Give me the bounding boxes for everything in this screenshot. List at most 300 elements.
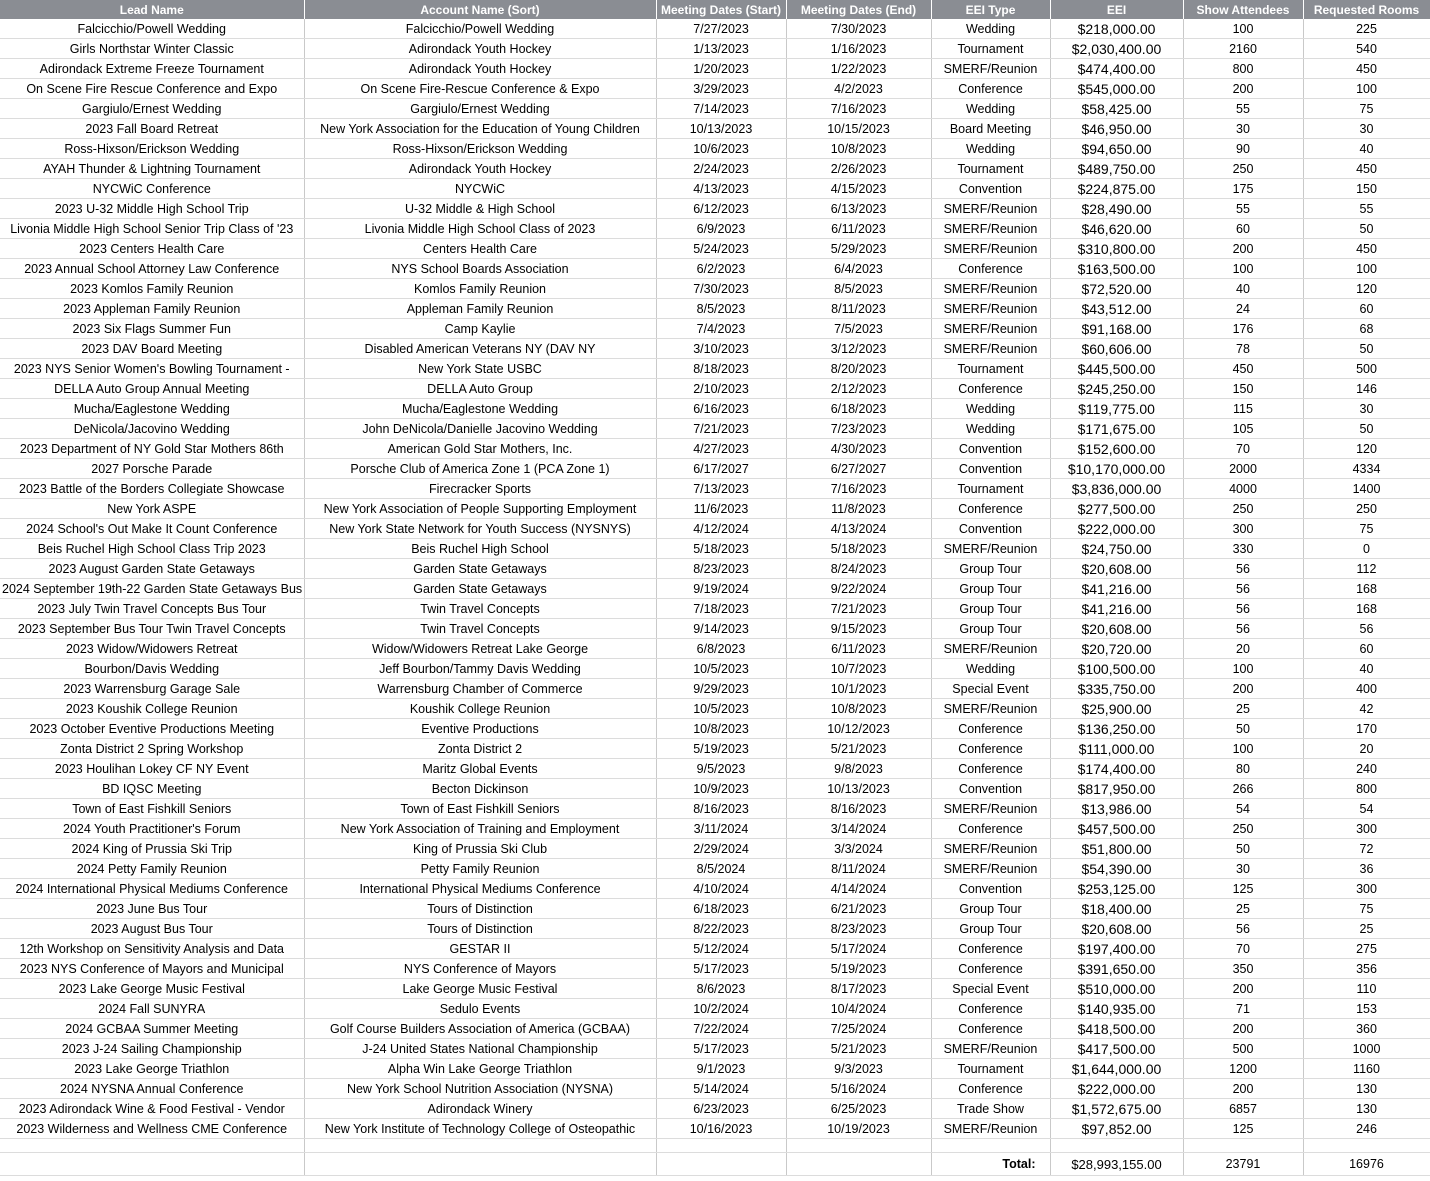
cell-eei-type[interactable]: SMERF/Reunion [931, 639, 1050, 659]
cell-eei-type[interactable]: SMERF/Reunion [931, 1039, 1050, 1059]
cell-lead-name[interactable]: AYAH Thunder & Lightning Tournament [0, 159, 304, 179]
cell-attendees[interactable]: 80 [1183, 759, 1303, 779]
cell-start-date[interactable]: 10/5/2023 [656, 699, 786, 719]
cell-start-date[interactable]: 4/27/2023 [656, 439, 786, 459]
cell-attendees[interactable]: 250 [1183, 499, 1303, 519]
cell-lead-name[interactable]: On Scene Fire Rescue Conference and Expo [0, 79, 304, 99]
cell-attendees[interactable]: 200 [1183, 979, 1303, 999]
cell-eei[interactable]: $245,250.00 [1050, 379, 1183, 399]
cell-start-date[interactable]: 5/14/2024 [656, 1079, 786, 1099]
cell-eei[interactable]: $417,500.00 [1050, 1039, 1183, 1059]
cell-lead-name[interactable]: 2024 NYSNA Annual Conference [0, 1079, 304, 1099]
cell-attendees[interactable]: 100 [1183, 659, 1303, 679]
column-header-eei-type[interactable]: EEI Type [931, 0, 1050, 19]
cell-eei[interactable]: $20,608.00 [1050, 559, 1183, 579]
cell-attendees[interactable]: 25 [1183, 699, 1303, 719]
cell-eei[interactable]: $197,400.00 [1050, 939, 1183, 959]
column-header-eei[interactable]: EEI [1050, 0, 1183, 19]
cell-end-date[interactable]: 10/19/2023 [786, 1119, 931, 1139]
cell-end-date[interactable]: 3/12/2023 [786, 339, 931, 359]
cell-lead-name[interactable]: 2023 NYS Conference of Mayors and Municipal [0, 959, 304, 979]
cell-start-date[interactable]: 10/9/2023 [656, 779, 786, 799]
cell-rooms[interactable]: 0 [1303, 539, 1430, 559]
cell-end-date[interactable]: 7/25/2024 [786, 1019, 931, 1039]
cell-eei-type[interactable]: SMERF/Reunion [931, 199, 1050, 219]
cell-attendees[interactable]: 56 [1183, 579, 1303, 599]
cell-rooms[interactable]: 30 [1303, 399, 1430, 419]
cell-eei-type[interactable]: Wedding [931, 19, 1050, 39]
cell-start-date[interactable]: 3/11/2024 [656, 819, 786, 839]
total-attendees[interactable]: 23791 [1183, 1153, 1303, 1176]
cell-rooms[interactable]: 130 [1303, 1079, 1430, 1099]
cell-account-name[interactable]: NYS School Boards Association [304, 259, 656, 279]
cell-eei-type[interactable]: Group Tour [931, 599, 1050, 619]
cell-eei[interactable]: $41,216.00 [1050, 579, 1183, 599]
cell-end-date[interactable]: 11/8/2023 [786, 499, 931, 519]
cell-account-name[interactable]: Tours of Distinction [304, 899, 656, 919]
cell-eei[interactable]: $335,750.00 [1050, 679, 1183, 699]
cell-eei[interactable]: $51,800.00 [1050, 839, 1183, 859]
cell-eei-type[interactable]: Conference [931, 719, 1050, 739]
cell-eei[interactable]: $136,250.00 [1050, 719, 1183, 739]
cell-attendees[interactable]: 70 [1183, 939, 1303, 959]
cell-eei-type[interactable]: Conference [931, 499, 1050, 519]
cell-eei-type[interactable]: Board Meeting [931, 119, 1050, 139]
cell-eei[interactable]: $218,000.00 [1050, 19, 1183, 39]
cell-eei-type[interactable]: Wedding [931, 99, 1050, 119]
cell-eei[interactable]: $20,608.00 [1050, 619, 1183, 639]
cell-end-date[interactable]: 1/22/2023 [786, 59, 931, 79]
cell-start-date[interactable]: 8/23/2023 [656, 559, 786, 579]
total-label[interactable]: Total: [931, 1153, 1050, 1176]
cell-end-date[interactable]: 8/16/2023 [786, 799, 931, 819]
cell-lead-name[interactable]: Beis Ruchel High School Class Trip 2023 [0, 539, 304, 559]
cell-rooms[interactable]: 30 [1303, 119, 1430, 139]
cell-account-name[interactable]: Warrensburg Chamber of Commerce [304, 679, 656, 699]
cell-attendees[interactable]: 55 [1183, 99, 1303, 119]
cell-lead-name[interactable]: 2023 Houlihan Lokey CF NY Event [0, 759, 304, 779]
cell-end-date[interactable]: 5/29/2023 [786, 239, 931, 259]
cell-rooms[interactable]: 300 [1303, 819, 1430, 839]
cell-lead-name[interactable]: 2023 Lake George Music Festival [0, 979, 304, 999]
cell-end-date[interactable]: 10/12/2023 [786, 719, 931, 739]
cell-end-date[interactable]: 6/4/2023 [786, 259, 931, 279]
cell-rooms[interactable]: 50 [1303, 339, 1430, 359]
cell-account-name[interactable]: Centers Health Care [304, 239, 656, 259]
cell-eei-type[interactable]: Conference [931, 79, 1050, 99]
cell-account-name[interactable]: New York State Network for Youth Success (NYSNYS) [304, 519, 656, 539]
cell-eei-type[interactable]: SMERF/Reunion [931, 1119, 1050, 1139]
cell-account-name[interactable]: J-24 United States National Championship [304, 1039, 656, 1059]
cell-end-date[interactable]: 2/12/2023 [786, 379, 931, 399]
cell-attendees[interactable]: 50 [1183, 839, 1303, 859]
cell-eei[interactable]: $100,500.00 [1050, 659, 1183, 679]
cell-lead-name[interactable]: 2023 September Bus Tour Twin Travel Concepts [0, 619, 304, 639]
table-cell[interactable] [656, 1153, 786, 1176]
cell-end-date[interactable]: 7/5/2023 [786, 319, 931, 339]
cell-eei[interactable]: $253,125.00 [1050, 879, 1183, 899]
cell-lead-name[interactable]: 2023 Battle of the Borders Collegiate Showcase [0, 479, 304, 499]
cell-account-name[interactable]: Disabled American Veterans NY (DAV NY [304, 339, 656, 359]
cell-account-name[interactable]: Garden State Getaways [304, 559, 656, 579]
cell-rooms[interactable]: 540 [1303, 39, 1430, 59]
cell-eei-type[interactable]: Tournament [931, 1059, 1050, 1079]
cell-end-date[interactable]: 4/13/2024 [786, 519, 931, 539]
cell-account-name[interactable]: NYS Conference of Mayors [304, 959, 656, 979]
cell-attendees[interactable]: 250 [1183, 819, 1303, 839]
cell-start-date[interactable]: 10/8/2023 [656, 719, 786, 739]
cell-account-name[interactable]: Jeff Bourbon/Tammy Davis Wedding [304, 659, 656, 679]
cell-eei-type[interactable]: Special Event [931, 679, 1050, 699]
table-cell[interactable] [0, 1139, 304, 1153]
cell-eei[interactable]: $391,650.00 [1050, 959, 1183, 979]
cell-account-name[interactable]: Adirondack Youth Hockey [304, 39, 656, 59]
cell-account-name[interactable]: Maritz Global Events [304, 759, 656, 779]
cell-lead-name[interactable]: Livonia Middle High School Senior Trip Class of '23 [0, 219, 304, 239]
cell-start-date[interactable]: 5/17/2023 [656, 959, 786, 979]
cell-rooms[interactable]: 75 [1303, 899, 1430, 919]
cell-lead-name[interactable]: Falcicchio/Powell Wedding [0, 19, 304, 39]
table-cell[interactable] [0, 1153, 304, 1176]
cell-end-date[interactable]: 1/16/2023 [786, 39, 931, 59]
cell-lead-name[interactable]: 2023 Annual School Attorney Law Conference [0, 259, 304, 279]
cell-lead-name[interactable]: 2023 Wilderness and Wellness CME Conference [0, 1119, 304, 1139]
cell-start-date[interactable]: 6/17/2027 [656, 459, 786, 479]
cell-rooms[interactable]: 450 [1303, 59, 1430, 79]
table-cell[interactable] [1183, 1139, 1303, 1153]
cell-end-date[interactable]: 9/22/2024 [786, 579, 931, 599]
cell-attendees[interactable]: 175 [1183, 179, 1303, 199]
cell-eei-type[interactable]: Conference [931, 1019, 1050, 1039]
cell-eei-type[interactable]: Convention [931, 459, 1050, 479]
cell-end-date[interactable]: 5/16/2024 [786, 1079, 931, 1099]
cell-rooms[interactable]: 1000 [1303, 1039, 1430, 1059]
cell-rooms[interactable]: 40 [1303, 139, 1430, 159]
cell-start-date[interactable]: 3/10/2023 [656, 339, 786, 359]
cell-attendees[interactable]: 350 [1183, 959, 1303, 979]
cell-end-date[interactable]: 7/23/2023 [786, 419, 931, 439]
cell-start-date[interactable]: 10/5/2023 [656, 659, 786, 679]
cell-lead-name[interactable]: 2023 August Bus Tour [0, 919, 304, 939]
cell-end-date[interactable]: 7/30/2023 [786, 19, 931, 39]
cell-eei-type[interactable]: SMERF/Reunion [931, 539, 1050, 559]
cell-account-name[interactable]: New York Association of Training and Employment [304, 819, 656, 839]
cell-account-name[interactable]: American Gold Star Mothers, Inc. [304, 439, 656, 459]
cell-attendees[interactable]: 100 [1183, 19, 1303, 39]
cell-lead-name[interactable]: 2023 August Garden State Getaways [0, 559, 304, 579]
cell-start-date[interactable]: 6/16/2023 [656, 399, 786, 419]
cell-account-name[interactable]: Appleman Family Reunion [304, 299, 656, 319]
cell-start-date[interactable]: 5/12/2024 [656, 939, 786, 959]
cell-lead-name[interactable]: 2023 NYS Senior Women's Bowling Tournament - [0, 359, 304, 379]
cell-start-date[interactable]: 8/5/2023 [656, 299, 786, 319]
column-header-end-date[interactable]: Meeting Dates (End) [786, 0, 931, 19]
cell-attendees[interactable]: 500 [1183, 1039, 1303, 1059]
cell-eei-type[interactable]: Wedding [931, 419, 1050, 439]
cell-end-date[interactable]: 8/20/2023 [786, 359, 931, 379]
cell-attendees[interactable]: 2160 [1183, 39, 1303, 59]
cell-attendees[interactable]: 300 [1183, 519, 1303, 539]
cell-start-date[interactable]: 2/24/2023 [656, 159, 786, 179]
cell-eei[interactable]: $46,950.00 [1050, 119, 1183, 139]
cell-rooms[interactable]: 4334 [1303, 459, 1430, 479]
cell-lead-name[interactable]: NYCWiC Conference [0, 179, 304, 199]
cell-rooms[interactable]: 75 [1303, 99, 1430, 119]
cell-start-date[interactable]: 10/13/2023 [656, 119, 786, 139]
cell-account-name[interactable]: Lake George Music Festival [304, 979, 656, 999]
cell-attendees[interactable]: 125 [1183, 879, 1303, 899]
table-cell[interactable] [786, 1139, 931, 1153]
cell-attendees[interactable]: 30 [1183, 119, 1303, 139]
cell-account-name[interactable]: U-32 Middle & High School [304, 199, 656, 219]
cell-account-name[interactable]: John DeNicola/Danielle Jacovino Wedding [304, 419, 656, 439]
cell-end-date[interactable]: 2/26/2023 [786, 159, 931, 179]
cell-eei[interactable]: $25,900.00 [1050, 699, 1183, 719]
cell-end-date[interactable]: 7/16/2023 [786, 99, 931, 119]
cell-start-date[interactable]: 8/6/2023 [656, 979, 786, 999]
cell-start-date[interactable]: 5/24/2023 [656, 239, 786, 259]
cell-account-name[interactable]: DELLA Auto Group [304, 379, 656, 399]
cell-start-date[interactable]: 5/19/2023 [656, 739, 786, 759]
cell-account-name[interactable]: Adirondack Youth Hockey [304, 59, 656, 79]
cell-lead-name[interactable]: 2023 June Bus Tour [0, 899, 304, 919]
cell-end-date[interactable]: 8/17/2023 [786, 979, 931, 999]
cell-end-date[interactable]: 7/16/2023 [786, 479, 931, 499]
cell-account-name[interactable]: Widow/Widowers Retreat Lake George [304, 639, 656, 659]
cell-rooms[interactable]: 42 [1303, 699, 1430, 719]
cell-eei-type[interactable]: Special Event [931, 979, 1050, 999]
cell-attendees[interactable]: 450 [1183, 359, 1303, 379]
cell-start-date[interactable]: 6/2/2023 [656, 259, 786, 279]
cell-eei[interactable]: $489,750.00 [1050, 159, 1183, 179]
cell-eei-type[interactable]: Group Tour [931, 919, 1050, 939]
cell-account-name[interactable]: Koushik College Reunion [304, 699, 656, 719]
cell-end-date[interactable]: 4/2/2023 [786, 79, 931, 99]
cell-rooms[interactable]: 100 [1303, 79, 1430, 99]
cell-rooms[interactable]: 60 [1303, 299, 1430, 319]
cell-account-name[interactable]: Golf Course Builders Association of America (GCBAA) [304, 1019, 656, 1039]
cell-eei-type[interactable]: Wedding [931, 139, 1050, 159]
cell-eei[interactable]: $1,644,000.00 [1050, 1059, 1183, 1079]
cell-rooms[interactable]: 400 [1303, 679, 1430, 699]
cell-start-date[interactable]: 7/22/2024 [656, 1019, 786, 1039]
cell-eei[interactable]: $457,500.00 [1050, 819, 1183, 839]
cell-lead-name[interactable]: DELLA Auto Group Annual Meeting [0, 379, 304, 399]
cell-lead-name[interactable]: Adirondack Extreme Freeze Tournament [0, 59, 304, 79]
cell-rooms[interactable]: 68 [1303, 319, 1430, 339]
cell-start-date[interactable]: 4/13/2023 [656, 179, 786, 199]
cell-lead-name[interactable]: Gargiulo/Ernest Wedding [0, 99, 304, 119]
cell-eei[interactable]: $152,600.00 [1050, 439, 1183, 459]
cell-start-date[interactable]: 7/18/2023 [656, 599, 786, 619]
cell-rooms[interactable]: 168 [1303, 579, 1430, 599]
cell-attendees[interactable]: 200 [1183, 1019, 1303, 1039]
cell-lead-name[interactable]: Zonta District 2 Spring Workshop [0, 739, 304, 759]
cell-eei[interactable]: $13,986.00 [1050, 799, 1183, 819]
cell-lead-name[interactable]: 2023 Adirondack Wine & Food Festival - Vendor [0, 1099, 304, 1119]
cell-eei-type[interactable]: SMERF/Reunion [931, 839, 1050, 859]
cell-start-date[interactable]: 6/12/2023 [656, 199, 786, 219]
total-rooms[interactable]: 16976 [1303, 1153, 1430, 1176]
cell-attendees[interactable]: 90 [1183, 139, 1303, 159]
cell-eei-type[interactable]: SMERF/Reunion [931, 279, 1050, 299]
cell-rooms[interactable]: 240 [1303, 759, 1430, 779]
cell-end-date[interactable]: 8/24/2023 [786, 559, 931, 579]
cell-lead-name[interactable]: 2024 Fall SUNYRA [0, 999, 304, 1019]
cell-start-date[interactable]: 4/12/2024 [656, 519, 786, 539]
cell-account-name[interactable]: Mucha/Eaglestone Wedding [304, 399, 656, 419]
cell-attendees[interactable]: 40 [1183, 279, 1303, 299]
cell-eei[interactable]: $140,935.00 [1050, 999, 1183, 1019]
cell-rooms[interactable]: 153 [1303, 999, 1430, 1019]
cell-start-date[interactable]: 6/18/2023 [656, 899, 786, 919]
cell-eei-type[interactable]: Wedding [931, 659, 1050, 679]
cell-eei-type[interactable]: Conference [931, 819, 1050, 839]
cell-end-date[interactable]: 10/7/2023 [786, 659, 931, 679]
cell-account-name[interactable]: Livonia Middle High School Class of 2023 [304, 219, 656, 239]
cell-rooms[interactable]: 168 [1303, 599, 1430, 619]
cell-eei[interactable]: $3,836,000.00 [1050, 479, 1183, 499]
cell-account-name[interactable]: New York Association of People Supporting Employment [304, 499, 656, 519]
cell-attendees[interactable]: 55 [1183, 199, 1303, 219]
cell-account-name[interactable]: Tours of Distinction [304, 919, 656, 939]
cell-account-name[interactable]: Zonta District 2 [304, 739, 656, 759]
cell-attendees[interactable]: 56 [1183, 599, 1303, 619]
cell-end-date[interactable]: 9/15/2023 [786, 619, 931, 639]
cell-eei[interactable]: $445,500.00 [1050, 359, 1183, 379]
cell-account-name[interactable]: Petty Family Reunion [304, 859, 656, 879]
cell-end-date[interactable]: 6/11/2023 [786, 639, 931, 659]
cell-start-date[interactable]: 7/30/2023 [656, 279, 786, 299]
cell-eei[interactable]: $10,170,000.00 [1050, 459, 1183, 479]
cell-start-date[interactable]: 9/14/2023 [656, 619, 786, 639]
cell-rooms[interactable]: 50 [1303, 219, 1430, 239]
cell-eei-type[interactable]: Conference [931, 939, 1050, 959]
cell-eei-type[interactable]: Conference [931, 759, 1050, 779]
cell-eei-type[interactable]: SMERF/Reunion [931, 299, 1050, 319]
cell-account-name[interactable]: Adirondack Youth Hockey [304, 159, 656, 179]
cell-start-date[interactable]: 6/8/2023 [656, 639, 786, 659]
cell-lead-name[interactable]: 2023 Lake George Triathlon [0, 1059, 304, 1079]
cell-account-name[interactable]: NYCWiC [304, 179, 656, 199]
cell-lead-name[interactable]: 2024 GCBAA Summer Meeting [0, 1019, 304, 1039]
cell-attendees[interactable]: 60 [1183, 219, 1303, 239]
cell-account-name[interactable]: Falcicchio/Powell Wedding [304, 19, 656, 39]
cell-end-date[interactable]: 10/4/2024 [786, 999, 931, 1019]
cell-attendees[interactable]: 115 [1183, 399, 1303, 419]
cell-end-date[interactable]: 9/8/2023 [786, 759, 931, 779]
cell-rooms[interactable]: 275 [1303, 939, 1430, 959]
cell-eei[interactable]: $46,620.00 [1050, 219, 1183, 239]
cell-eei[interactable]: $545,000.00 [1050, 79, 1183, 99]
cell-lead-name[interactable]: 2023 Komlos Family Reunion [0, 279, 304, 299]
cell-eei[interactable]: $474,400.00 [1050, 59, 1183, 79]
column-header-attendees[interactable]: Show Attendees [1183, 0, 1303, 19]
table-cell[interactable] [786, 1153, 931, 1176]
cell-end-date[interactable]: 6/27/2027 [786, 459, 931, 479]
cell-eei[interactable]: $119,775.00 [1050, 399, 1183, 419]
cell-end-date[interactable]: 10/15/2023 [786, 119, 931, 139]
cell-account-name[interactable]: Eventive Productions [304, 719, 656, 739]
cell-eei-type[interactable]: Conference [931, 959, 1050, 979]
cell-start-date[interactable]: 9/1/2023 [656, 1059, 786, 1079]
cell-account-name[interactable]: King of Prussia Ski Club [304, 839, 656, 859]
cell-eei-type[interactable]: Group Tour [931, 559, 1050, 579]
cell-rooms[interactable]: 800 [1303, 779, 1430, 799]
cell-start-date[interactable]: 5/18/2023 [656, 539, 786, 559]
cell-start-date[interactable]: 10/2/2024 [656, 999, 786, 1019]
cell-attendees[interactable]: 100 [1183, 259, 1303, 279]
cell-eei[interactable]: $2,030,400.00 [1050, 39, 1183, 59]
cell-account-name[interactable]: Twin Travel Concepts [304, 599, 656, 619]
cell-attendees[interactable]: 6857 [1183, 1099, 1303, 1119]
cell-rooms[interactable]: 25 [1303, 919, 1430, 939]
cell-eei-type[interactable]: Tournament [931, 359, 1050, 379]
cell-account-name[interactable]: Ross-Hixson/Erickson Wedding [304, 139, 656, 159]
cell-eei-type[interactable]: Trade Show [931, 1099, 1050, 1119]
cell-rooms[interactable]: 356 [1303, 959, 1430, 979]
total-eei[interactable]: $28,993,155.00 [1050, 1153, 1183, 1176]
cell-start-date[interactable]: 7/14/2023 [656, 99, 786, 119]
cell-eei[interactable]: $72,520.00 [1050, 279, 1183, 299]
cell-start-date[interactable]: 10/16/2023 [656, 1119, 786, 1139]
cell-account-name[interactable]: Camp Kaylie [304, 319, 656, 339]
cell-attendees[interactable]: 2000 [1183, 459, 1303, 479]
cell-lead-name[interactable]: Town of East Fishkill Seniors [0, 799, 304, 819]
cell-lead-name[interactable]: DeNicola/Jacovino Wedding [0, 419, 304, 439]
cell-lead-name[interactable]: 2023 October Eventive Productions Meeting [0, 719, 304, 739]
cell-rooms[interactable]: 75 [1303, 519, 1430, 539]
cell-attendees[interactable]: 20 [1183, 639, 1303, 659]
cell-lead-name[interactable]: 2024 September 19th-22 Garden State Getaways Bus [0, 579, 304, 599]
cell-end-date[interactable]: 10/13/2023 [786, 779, 931, 799]
cell-eei-type[interactable]: SMERF/Reunion [931, 59, 1050, 79]
cell-lead-name[interactable]: 2023 Appleman Family Reunion [0, 299, 304, 319]
cell-attendees[interactable]: 266 [1183, 779, 1303, 799]
cell-lead-name[interactable]: 2023 Koushik College Reunion [0, 699, 304, 719]
cell-account-name[interactable]: On Scene Fire-Rescue Conference & Expo [304, 79, 656, 99]
cell-eei[interactable]: $224,875.00 [1050, 179, 1183, 199]
cell-start-date[interactable]: 9/19/2024 [656, 579, 786, 599]
cell-eei[interactable]: $310,800.00 [1050, 239, 1183, 259]
cell-eei[interactable]: $222,000.00 [1050, 1079, 1183, 1099]
cell-eei-type[interactable]: SMERF/Reunion [931, 239, 1050, 259]
cell-end-date[interactable]: 6/11/2023 [786, 219, 931, 239]
cell-lead-name[interactable]: 2023 Warrensburg Garage Sale [0, 679, 304, 699]
cell-eei[interactable]: $163,500.00 [1050, 259, 1183, 279]
cell-end-date[interactable]: 10/1/2023 [786, 679, 931, 699]
cell-attendees[interactable]: 25 [1183, 899, 1303, 919]
cell-end-date[interactable]: 8/5/2023 [786, 279, 931, 299]
cell-end-date[interactable]: 8/23/2023 [786, 919, 931, 939]
cell-eei[interactable]: $418,500.00 [1050, 1019, 1183, 1039]
cell-attendees[interactable]: 56 [1183, 919, 1303, 939]
cell-eei[interactable]: $54,390.00 [1050, 859, 1183, 879]
cell-eei-type[interactable]: Tournament [931, 159, 1050, 179]
cell-eei[interactable]: $41,216.00 [1050, 599, 1183, 619]
cell-lead-name[interactable]: New York ASPE [0, 499, 304, 519]
cell-rooms[interactable]: 50 [1303, 419, 1430, 439]
cell-eei-type[interactable]: Conference [931, 379, 1050, 399]
cell-lead-name[interactable]: BD IQSC Meeting [0, 779, 304, 799]
cell-rooms[interactable]: 100 [1303, 259, 1430, 279]
table-cell[interactable] [304, 1139, 656, 1153]
cell-rooms[interactable]: 110 [1303, 979, 1430, 999]
column-header-lead-name[interactable]: Lead Name [0, 0, 304, 19]
cell-attendees[interactable]: 125 [1183, 1119, 1303, 1139]
cell-rooms[interactable]: 360 [1303, 1019, 1430, 1039]
cell-lead-name[interactable]: 2023 DAV Board Meeting [0, 339, 304, 359]
